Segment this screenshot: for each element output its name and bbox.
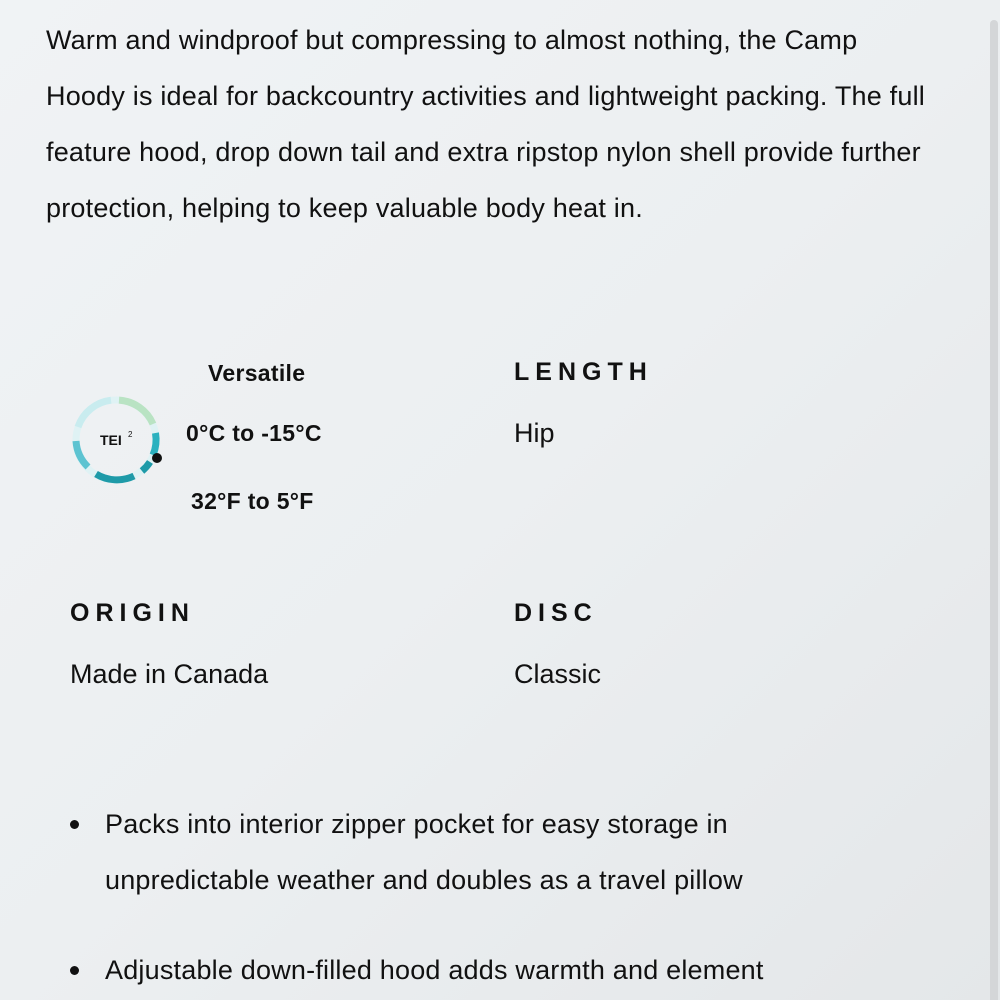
product-description: Warm and windproof but compressing to almost nothing, the Camp Hoody is ideal for backcountry activities and lightweight packing. The full feature hood, drop down tail and extra ripstop nylon shell provide further protection, helping to keep valuable body heat in. [46, 25, 925, 223]
tei-gauge-segment-light [78, 400, 111, 427]
list-item [70, 942, 870, 998]
feature-text: Adjustable down-filled hood adds warmth and element [105, 955, 764, 985]
tei-gauge-segment-coldest [76, 441, 88, 467]
spec-disc-label: DISC [514, 599, 598, 627]
tei-badge-superscript: 2 [128, 430, 133, 439]
bullet-icon [70, 966, 79, 975]
tei-gauge-segment-versatile [153, 433, 156, 455]
feature-text: Packs into interior zipper pocket for easy storage in unpredictable weather and doubles as a travel pillow [105, 809, 743, 895]
feature-list [70, 796, 870, 1000]
spec-length-value: Hip [514, 418, 555, 448]
tei-gauge-segment-cold [142, 462, 150, 471]
tei-title: Versatile [208, 360, 306, 386]
list-item [70, 796, 870, 908]
tei-gauge-segment-warm [119, 400, 153, 424]
tei-fahrenheit-range: 32°F to 5°F [191, 488, 314, 514]
tei-badge-label: TEI [100, 432, 122, 448]
tei-gauge-segment-colder [96, 474, 134, 480]
spec-origin-label: ORIGIN [70, 599, 195, 627]
spec-disc [514, 599, 602, 689]
bullet-icon [70, 820, 79, 829]
spec-disc-value: Classic [514, 659, 602, 689]
spec-length [514, 358, 653, 448]
tei-rating [66, 356, 366, 526]
spec-origin [70, 599, 269, 689]
scrollbar[interactable] [990, 20, 998, 1000]
tei-gauge-icon [66, 392, 166, 492]
tei-celsius-range: 0°C to -15°C [186, 420, 322, 446]
spec-origin-value: Made in Canada [70, 659, 269, 689]
spec-length-label: LENGTH [514, 358, 653, 386]
tei-gauge-marker [152, 453, 162, 463]
